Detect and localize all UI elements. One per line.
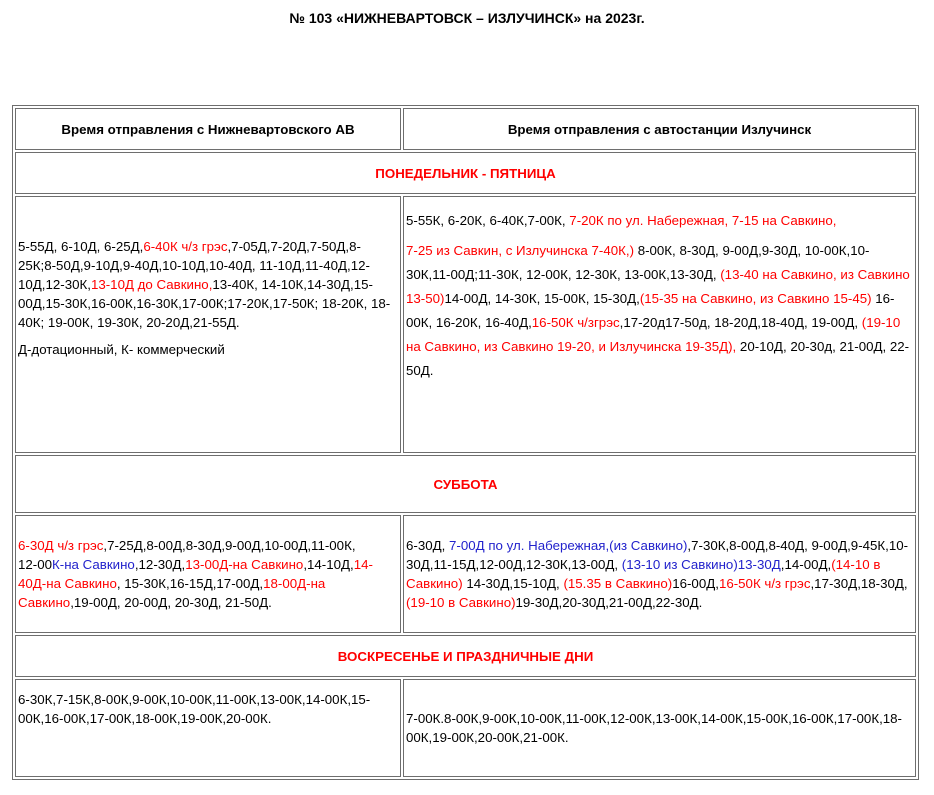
highlight-text-red: 13-00Д-на Савкино <box>185 557 304 572</box>
schedule-text: 19-30Д,20-30Д,21-00Д,22-30Д. <box>515 595 703 610</box>
highlight-text-red: 13-10Д до Савкино, <box>90 276 213 292</box>
schedule-text: 20-10Д, 20-30д, 21-00Д, 22-50Д. <box>406 339 910 378</box>
section-sunday: ВОСКРЕСЕНЬЕ И ПРАЗДНИЧНЫЕ ДНИ <box>15 635 916 677</box>
highlight-text-red: (13-40 на Савкино, из Савкино 13-50) <box>406 267 910 306</box>
section-row-saturday <box>15 455 916 513</box>
sunday-left-times <box>18 690 398 728</box>
saturday-left-times <box>18 536 398 612</box>
highlight-text-red: 18-00Д-на Савкино <box>18 576 326 610</box>
schedule-text: ,17-20д17-50д, 18-20Д,18-40Д, 19-00Д, <box>619 315 862 330</box>
cell-saturday-right <box>403 515 916 633</box>
highlight-text-red: 6-30Д ч/з грэс <box>18 538 104 553</box>
section-row-weekdays <box>15 152 916 194</box>
cell-weekdays-right <box>403 196 916 453</box>
page-title: № 103 «НИЖНЕВАРТОВСК – ИЗЛУЧИНСК» на 2023г. <box>289 10 645 26</box>
schedule-text: 6-30К,7-15К,8-00К,9-00К,10-00К,11-00К,13-00К,14-00К,15-00К,16-00К,17-00К,18-00К,19-00К,20-00К. <box>18 692 371 726</box>
sunday-right-times <box>406 709 913 747</box>
saturday-right-times <box>406 536 913 612</box>
schedule-text: 8-00К, 8-30Д, 9-00Д,9-30Д, 10-00К,10-30К,11-00Д;11-30К, 12-00К, 12-30К, 13-00К,13-30Д, <box>406 243 870 282</box>
highlight-text-red: 7-25 из Савкин, с Излучинска 7-40К,) <box>406 243 634 258</box>
highlight-text-red: 6-40К ч/з грэс <box>143 238 228 254</box>
schedule-text: ,7-05Д,7-20Д,7-50Д,8-25К;8-50Д,9-10Д,9-40Д,10-10Д,10-40Д, 11-10Д,11-40Д,12-10Д,12-30К, <box>18 238 370 292</box>
schedule-text: ,14-00Д, <box>780 557 832 572</box>
highlight-text-red: (19-10 на Савкино, из Савкино 19-20, и Излучинска 19-35Д), <box>406 315 901 354</box>
header-right: Время отправления с автостанции Излучинск <box>403 108 916 150</box>
table-row-sunday <box>15 679 916 777</box>
cell-sunday-left <box>15 679 401 777</box>
cell-weekdays-left <box>15 196 401 453</box>
highlight-text-red: 14-40Д-на Савкино <box>18 557 373 591</box>
schedule-text: ,7-25Д,8-00Д,8-30Д,9-00Д,10-00Д,11-00К, <box>103 538 356 553</box>
schedule-text: 16-00Д, <box>672 576 719 591</box>
cell-saturday-left <box>15 515 401 633</box>
schedule-text: 14-30Д,15-10Д, <box>462 576 564 591</box>
schedule-text: 6-30Д, <box>406 538 450 553</box>
schedule-text: , 15-30К,16-15Д,17-00Д, <box>116 576 264 591</box>
schedule-text: ,12-30Д, <box>134 557 186 572</box>
weekdays-left-times <box>18 237 398 332</box>
weekdays-right-times-1 <box>406 209 913 233</box>
highlight-text-red: 7-20К по ул. Набережная, 7-15 на Савкино, <box>569 213 837 228</box>
table-row-weekdays <box>15 196 916 453</box>
schedule-text: ,17-30Д,18-30Д, <box>810 576 908 591</box>
section-weekdays: ПОНЕДЕЛЬНИК - ПЯТНИЦА <box>15 152 916 194</box>
schedule-table <box>12 105 919 780</box>
highlight-text-red: (14-10 в Савкино) <box>406 557 881 591</box>
table-row-saturday <box>15 515 916 633</box>
schedule-text: ,19-00Д, 20-00Д, 20-30Д, 21-50Д. <box>70 595 272 610</box>
schedule-text: 12-00 <box>18 557 53 572</box>
schedule-text: 14-00Д, 14-30К, 15-00К, 15-30Д, <box>444 291 640 306</box>
schedule-text: 13-40К, 14-10К,14-30Д,15-00Д,15-30К,16-00К,16-30К,17-00К;17-20К,17-50К; 18-20К, 18-40К; 19-00К, 19-30К, 20-20Д,21-55Д. <box>18 276 391 330</box>
weekdays-right-times-2 <box>406 239 913 383</box>
highlight-text-red: 16-50К ч/з грэс <box>718 576 811 591</box>
schedule-text: 5-55Д, 6-10Д, 6-25Д, <box>18 238 144 254</box>
schedule-text: 7-00К.8-00К,9-00К,10-00К,11-00К,12-00К,13-00К,14-00К,15-00К,16-00К,17-00К,18-00К,19-00К,20-00К,21-00К. <box>406 711 902 745</box>
highlight-text-blue: (13-10 из Савкино)13-30Д <box>621 557 781 572</box>
schedule-text: ,14-10Д, <box>303 557 354 572</box>
highlight-text-red: (19-10 в Савкино) <box>406 595 516 610</box>
highlight-text-red: (15-35 на Савкино, из Савкино 15-45) <box>639 291 872 306</box>
header-row <box>15 108 916 150</box>
schedule-text: ,7-30К,8-00Д,8-40Д, 9-00Д,9-45К,10-30Д,11-15Д,12-00Д,12-30К,13-00Д, <box>406 538 909 572</box>
legend-text: Д-дотационный, К- коммерческий <box>18 341 225 357</box>
section-row-sunday <box>15 635 916 677</box>
highlight-text-blue: К-на Савкино <box>52 557 135 572</box>
header-left: Время отправления с Нижневартовского АВ <box>15 108 401 150</box>
section-saturday: СУББОТА <box>15 455 916 513</box>
schedule-text: 16-00К, 16-20К, 16-40Д, <box>406 291 895 330</box>
highlight-text-red: 16-50К ч/згрэс <box>531 315 620 330</box>
cell-sunday-right <box>403 679 916 777</box>
schedule-text: 5-55К, 6-20К, 6-40К,7-00К, <box>406 213 570 228</box>
highlight-text-red: (15.35 в Савкино) <box>563 576 673 591</box>
highlight-text-blue: 7-00Д по ул. Набережная,(из Савкино) <box>449 538 688 553</box>
